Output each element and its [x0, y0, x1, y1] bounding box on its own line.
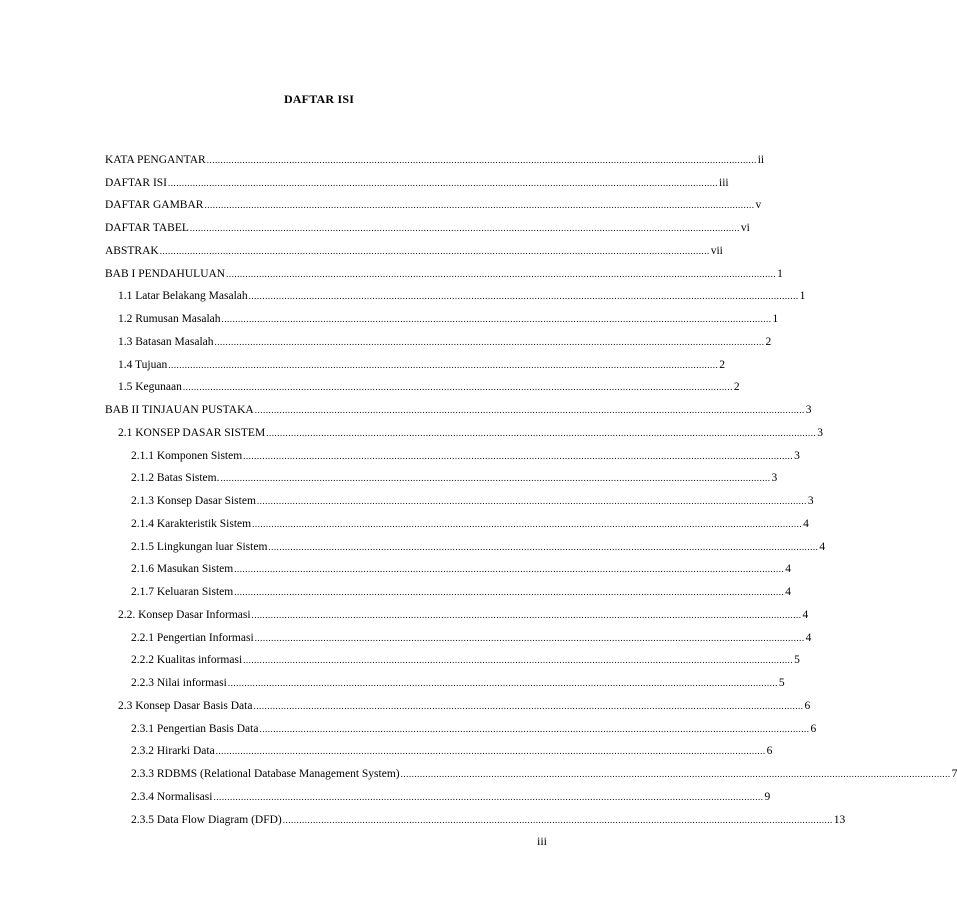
toc-entry-label: 2.3.2 Hirarki Data — [131, 745, 215, 758]
toc-dot-leader: ........................................................................................................................................................................................................ — [243, 450, 794, 461]
toc-entry-page: 9 — [764, 790, 771, 803]
toc-entry — [105, 281, 806, 304]
toc-entry — [105, 781, 771, 804]
toc-entry-page: 13 — [833, 813, 846, 826]
toc-dot-leader: ........................................................................................................................................................................................................ — [215, 746, 766, 757]
toc-entry-label: 1.3 Batasan Masalah — [118, 335, 214, 348]
toc-dot-leader: ........................................................................................................................................................................................................ — [189, 223, 740, 233]
toc-entry — [105, 485, 814, 508]
toc-entry-page: 2 — [719, 358, 725, 371]
toc-entry-page: 3 — [807, 495, 814, 507]
toc-entry-page: 2 — [765, 335, 772, 348]
toc-entry — [105, 576, 791, 599]
toc-dot-leader: ........................................................................................................................................................................................................ — [282, 814, 833, 825]
toc-entry-page: 6 — [804, 699, 811, 712]
toc-entry — [105, 190, 762, 213]
toc-dot-leader: ........................................................................................................................................................................................................ — [259, 723, 810, 734]
toc-dot-leader: ........................................................................................................................................................................................................ — [400, 769, 951, 779]
toc-dot-leader: ........................................................................................................................................................................................................ — [159, 245, 710, 256]
toc-entry — [105, 554, 791, 577]
toc-entry-label: 2.1.3 Konsep Dasar Sistem — [131, 495, 256, 507]
page-title: DAFTAR ISI — [283, 92, 355, 106]
toc-entry-label: 2.1 KONSEP DASAR SISTEM — [118, 426, 266, 439]
toc-dot-leader: ........................................................................................................................................................................................................ — [227, 678, 778, 688]
toc-dot-leader: ........................................................................................................................................................................................................ — [168, 177, 719, 188]
toc-entry-label: 2.1.2 Batas Sistem. — [131, 472, 220, 485]
toc-dot-leader: ........................................................................................................................................................................................................ — [248, 291, 799, 302]
toc-entry-page: 7 — [951, 768, 957, 780]
toc-entry-page: 1 — [777, 267, 783, 280]
toc-entry-label: 1.5 Kegunaan — [118, 381, 182, 394]
toc-entry-page: 1 — [772, 313, 779, 325]
toc-entry-label: DAFTAR ISI — [105, 176, 168, 189]
toc-dot-leader: ........................................................................................................................................................................................................ — [226, 268, 777, 279]
toc-dot-leader: ........................................................................................................................................................................................................ — [168, 359, 719, 370]
toc-dot-leader: ........................................................................................................................................................................................................ — [234, 587, 785, 597]
toc-entry-label: 2.1.4 Karakteristik Sistem — [131, 517, 252, 530]
toc-entry — [105, 531, 826, 554]
toc-entry-page: 5 — [794, 654, 800, 667]
toc-entry — [105, 394, 812, 417]
toc-entry — [105, 667, 785, 690]
toc-entry-page: vii — [710, 244, 723, 257]
page-number: iii — [536, 834, 547, 848]
toc-entry-page: ii — [757, 153, 765, 166]
toc-entry-page: 4 — [805, 631, 812, 644]
toc-entry-page: 4 — [802, 608, 809, 621]
toc-dot-leader: ........................................................................................................................................................................................................ — [213, 791, 764, 802]
toc-entry-page: 3 — [771, 472, 778, 485]
toc-entry — [105, 326, 772, 349]
toc-entry-label: 2.3.1 Pengertian Basis Data — [131, 722, 259, 735]
toc-entry-label: BAB I PENDAHULUAN — [105, 267, 226, 280]
toc-entry-label: 2.3 Konsep Dasar Basis Data — [118, 699, 253, 712]
toc-entry — [105, 167, 729, 190]
toc-entry-label: 2.2.1 Pengertian Informasi — [131, 631, 254, 644]
toc-entry — [105, 508, 809, 531]
toc-entry-label: 2.1.6 Masukan Sistem — [131, 563, 234, 576]
toc-dot-leader: ........................................................................................................................................................................................................ — [266, 427, 817, 438]
toc-entry-page: 5 — [778, 677, 785, 689]
toc-dot-leader: ........................................................................................................................................................................................................ — [234, 564, 785, 575]
toc-entry-page: 4 — [785, 586, 791, 598]
toc-entry — [105, 645, 800, 668]
toc-entry-page: 6 — [810, 722, 817, 735]
toc-entry-label: 2.3.5 Data Flow Diagram (DFD) — [131, 813, 282, 826]
toc-dot-leader: ........................................................................................................................................................................................................ — [243, 655, 794, 666]
toc-entry-page: 6 — [766, 745, 773, 758]
toc-entry — [105, 599, 809, 622]
toc-entry-page: 1 — [799, 290, 806, 303]
toc-entry-page: 4 — [785, 563, 791, 576]
toc-dot-leader: ........................................................................................................................................................................................................ — [204, 200, 755, 211]
toc-entry — [105, 690, 811, 713]
toc-entry — [105, 622, 812, 645]
toc-entry — [105, 713, 817, 736]
toc-entry-label: 2.2.2 Kualitas informasi — [131, 654, 243, 667]
toc-entry — [105, 417, 823, 440]
toc-entry-page: 3 — [805, 404, 812, 416]
toc-entry — [105, 758, 957, 781]
toc-entry — [105, 144, 765, 167]
toc-entry-label: 2.3.3 RDBMS (Relational Database Management System) — [131, 768, 400, 780]
toc-entry-label: KATA PENGANTAR — [105, 153, 206, 166]
toc-entry-label: 1.4 Tujuan — [118, 358, 168, 371]
toc-dot-leader: ........................................................................................................................................................................................................ — [256, 496, 807, 506]
toc-entry-page: 4 — [819, 540, 826, 553]
toc-dot-leader: ........................................................................................................................................................................................................ — [254, 405, 805, 415]
toc-dot-leader: ........................................................................................................................................................................................................ — [252, 518, 803, 529]
table-of-contents — [105, 144, 957, 827]
toc-entry-page: 3 — [794, 449, 800, 462]
toc-entry — [105, 804, 846, 827]
toc-entry-label: ABSTRAK — [105, 244, 159, 257]
toc-entry — [105, 463, 778, 486]
toc-entry-label: DAFTAR GAMBAR — [105, 199, 204, 212]
toc-entry — [105, 258, 783, 281]
toc-entry-label: 1.2 Rumusan Masalah — [118, 313, 221, 325]
toc-dot-leader: ........................................................................................................................................................................................................ — [221, 314, 772, 324]
toc-entry-label: 2.2. Konsep Dasar Informasi — [118, 608, 251, 621]
toc-entry-label: 2.1.7 Keluaran Sistem — [131, 586, 234, 598]
toc-entry-page: 2 — [733, 381, 740, 394]
toc-dot-leader: ........................................................................................................................................................................................................ — [220, 473, 771, 484]
toc-entry — [105, 440, 800, 463]
toc-entry — [105, 303, 779, 326]
toc-dot-leader: ........................................................................................................................................................................................................ — [253, 700, 804, 711]
toc-dot-leader: ........................................................................................................................................................................................................ — [182, 382, 733, 393]
toc-entry-label: BAB II TINJAUAN PUSTAKA — [105, 404, 254, 416]
toc-dot-leader: ........................................................................................................................................................................................................ — [214, 336, 765, 347]
toc-entry-page: iii — [719, 176, 729, 189]
toc-entry-label: DAFTAR TABEL — [105, 222, 189, 234]
toc-entry-page: v — [755, 199, 762, 212]
toc-entry-label: 2.2.3 Nilai informasi — [131, 677, 227, 689]
toc-entry-label: 2.3.4 Normalisasi — [131, 790, 213, 803]
toc-entry-label: 1.1 Latar Belakang Masalah — [118, 290, 248, 303]
toc-entry-label: 2.1.5 Lingkungan luar Sistem — [131, 540, 268, 553]
toc-entry — [105, 372, 740, 395]
toc-dot-leader: ........................................................................................................................................................................................................ — [206, 154, 757, 165]
toc-entry — [105, 212, 750, 235]
toc-dot-leader: ........................................................................................................................................................................................................ — [268, 541, 819, 552]
toc-entry-page: 4 — [803, 517, 809, 530]
toc-dot-leader: ........................................................................................................................................................................................................ — [251, 609, 802, 620]
toc-entry — [105, 349, 725, 372]
toc-dot-leader: ........................................................................................................................................................................................................ — [254, 632, 805, 643]
toc-entry-page: vi — [740, 222, 750, 234]
toc-entry-label: 2.1.1 Komponen Sistem — [131, 449, 243, 462]
toc-entry — [105, 235, 723, 258]
toc-entry-page: 3 — [817, 426, 823, 439]
toc-entry — [105, 736, 773, 759]
